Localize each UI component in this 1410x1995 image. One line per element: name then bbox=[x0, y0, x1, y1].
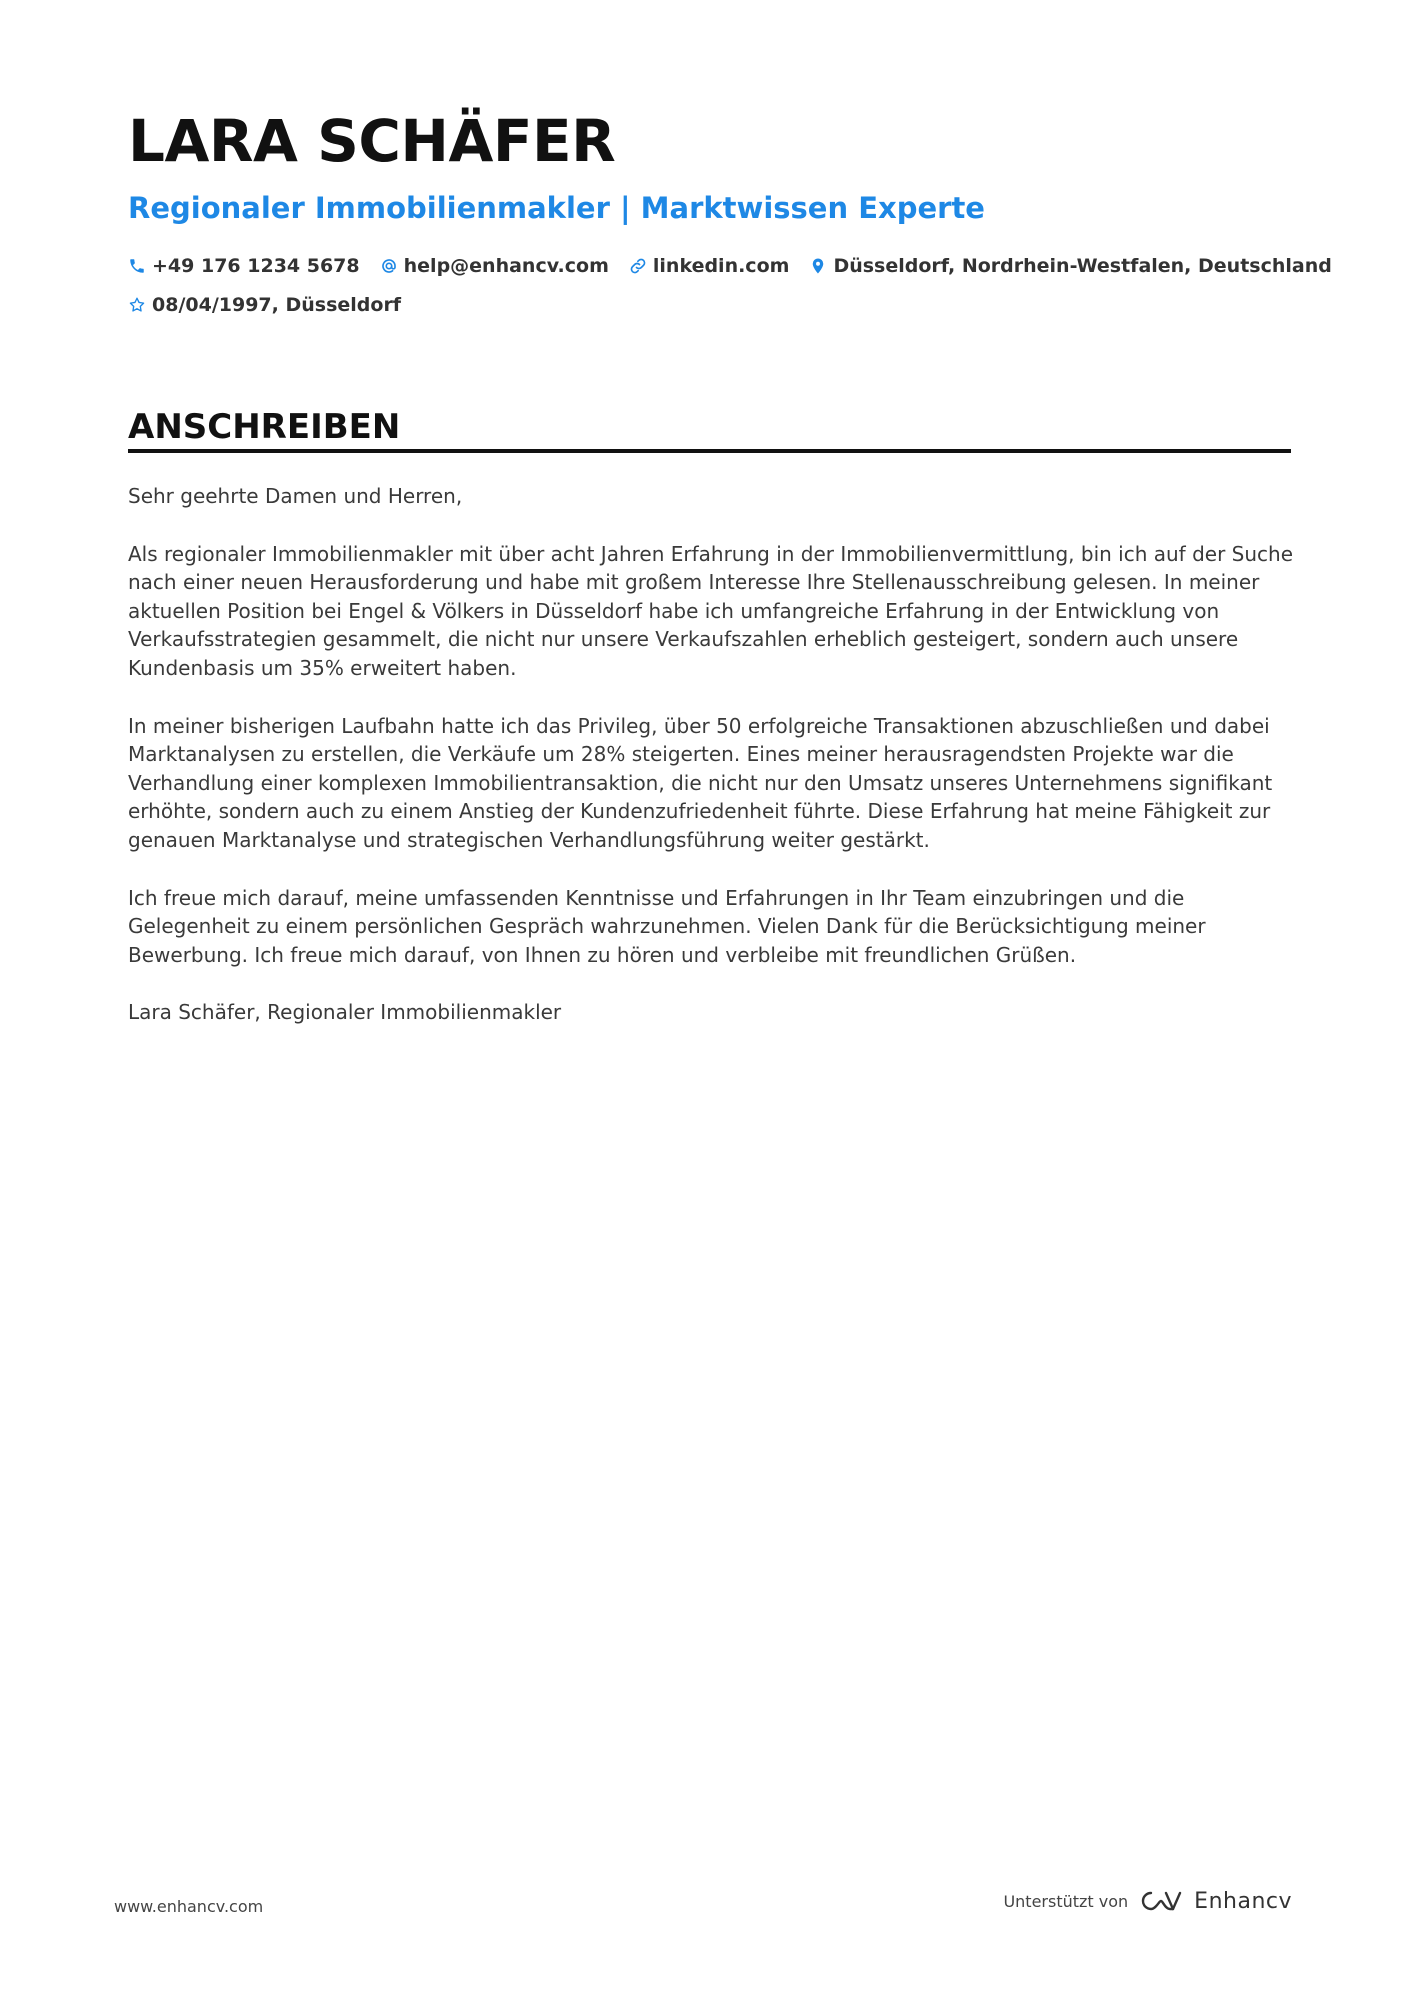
section-title: ANSCHREIBEN bbox=[128, 407, 401, 447]
star-icon bbox=[128, 296, 146, 314]
letter-paragraph-3: Ich freue mich darauf, meine umfassenden Kenntnisse und Erfahrungen in Ihr Team einzubringen und die Gelegenheit zu einem persönlichen Gespräch wahrzunehmen. Vielen Dank für die Berücksichtigung meiner Bewerbung. Ich freue mich darauf, von Ihnen zu hören und verbleibe mit freundlichen Grüßen. bbox=[128, 885, 1206, 967]
letter-paragraph-2: In meiner bisherigen Laufbahn hatte ich das Privileg, über 50 erfolgreiche Transaktionen abzuschließen und dabei Marktanalysen zu erstellen, die Verkäufe um 28% steigerten. Eines meiner herausragendsten Projekte war die Verhandlung einer komplexen Immobilientransaktion, die nicht nur den Umsatz unseres Unternehmens signifikant erhöhte, sondern auch zu einem Anstieg der Kundenzufriedenheit führte. Diese Erfahrung hat meine Fähigkeit zur genauen Marktanalyse und strategischen Verhandlungsführung weiter gestärkt. bbox=[128, 713, 1273, 852]
brand[interactable] bbox=[1138, 1888, 1292, 1914]
contact-linkedin[interactable] bbox=[629, 255, 790, 277]
contact-row-secondary bbox=[128, 294, 401, 316]
footer-website[interactable]: www.enhancv.com bbox=[114, 1897, 264, 1916]
location-pin-icon bbox=[809, 257, 827, 275]
link-icon bbox=[629, 257, 647, 275]
letter-body bbox=[128, 482, 1298, 1056]
letter-paragraph-1: Als regionaler Immobilienmakler mit über acht Jahren Erfahrung in der Immobilienvermittlung, bin ich auf der Suche nach einer neuen Herausforderung und habe mit großem Interesse Ihre Stellenausschreibung gelesen. In meiner aktuellen Position bei Engel & Völkers in Düsseldorf habe ich umfangreiche Erfahrung in der Entwicklung von Verkaufsstrategien gesammelt, die nicht nur unsere Verkaufszahlen erheblich gesteigert, sondern auch unsere Kundenbasis um 35% erweitert haben. bbox=[128, 541, 1293, 680]
candidate-title: Regionaler Immobilienmakler | Marktwissen Experte bbox=[128, 191, 985, 225]
linkedin-text: linkedin.com bbox=[652, 255, 790, 277]
section-divider bbox=[128, 449, 1291, 453]
location-text: Düsseldorf, Nordrhein-Westfalen, Deutschland bbox=[833, 255, 1332, 277]
contact-location bbox=[809, 255, 1331, 277]
footer-powered-by bbox=[1003, 1888, 1292, 1914]
birth-text: 08/04/1997, Düsseldorf bbox=[152, 294, 402, 316]
letter-greeting: Sehr geehrte Damen und Herren, bbox=[128, 484, 463, 508]
at-icon bbox=[380, 257, 398, 275]
phone-text: +49 176 1234 5678 bbox=[152, 255, 360, 277]
letter-signature: Lara Schäfer, Regionaler Immobilienmakler bbox=[128, 1000, 562, 1025]
contact-email[interactable] bbox=[380, 255, 609, 277]
email-text: help@enhancv.com bbox=[403, 255, 609, 277]
contact-phone bbox=[128, 255, 360, 277]
phone-icon bbox=[128, 257, 146, 275]
brand-name: Enhancv bbox=[1194, 1888, 1292, 1914]
candidate-name: LARA SCHÄFER bbox=[128, 107, 616, 175]
contact-row-primary bbox=[128, 255, 1332, 277]
contact-birth bbox=[128, 294, 401, 316]
enhancv-logo-icon bbox=[1138, 1888, 1184, 1914]
powered-by-text: Unterstützt von bbox=[1003, 1891, 1129, 1911]
